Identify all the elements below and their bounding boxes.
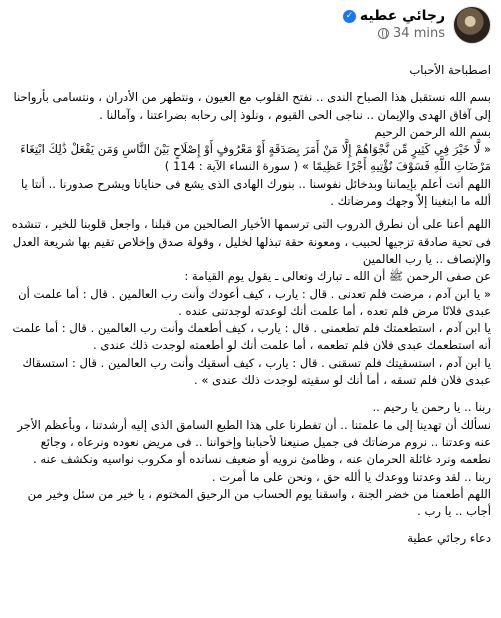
author-name[interactable]: رجائي عطيه — [359, 8, 445, 24]
hadith-part-3: يا ابن آدم ، استسقيتك فلم تسقنى . قال : يارب ، كيف أسقيك وأنت رب العالمين . قال : استسقاك عبدى فلان فلم تسقه ، أما أنك لو سقيته لوجدت ذلك عندى » . — [22, 355, 491, 388]
paragraph-prayer-5: اللهم أطعمنا من خضر الجنة ، واسقنا يوم الحساب من الرحيق المختوم ، يا خير من سئل وخير من أجاب .. يا رب . — [27, 486, 491, 519]
hadith-intro: عن صفى الرحمن ﷺ أن الله ـ تبارك وتعالى ـ يقول يوم القيامة : — [184, 269, 491, 284]
post-title: اصطباحة الأحباب — [409, 63, 491, 77]
post-time-row — [343, 26, 445, 41]
paragraph-prayer-1: اللهم أنت أعلم بإيماننا وبدخائل نفوسنا .. بنورك الهادى الذى يشع فى حنايانا ويشرح صدورنا .. أنتا يا ألله ما ابتغينا إلاّ وجهك ومرضاتك . — [21, 176, 491, 209]
paragraph-prayer-3: نسألك أن تهدينا إلى ما علمتنا .. أن تفطرنا على هذا الطبع السامق الذى إليه أرشدتنا ، وبأعظم الأجر عنه وعدتنا .. نروم مرضاتك فى جميل صنيعنا لأحبابنا وإخواننا .. فى مريض نعوده ونرعاه ، وجائع نطعمه ونرد غائلة الحرمان عنه ، وظامئ نرويه أو ضعيف نسانده أو مكروب نواسيه ونكشف عنه . — [17, 417, 491, 467]
paragraph-prayer-4: ربنا .. لقد وعدتنا ووعدك يا ألله حق ، ونحن على ما أمرت . — [211, 469, 491, 484]
author-avatar[interactable] — [453, 6, 491, 44]
paragraph-prayer-2: اللهم أعنا على أن نطرق الدروب التى ترسمها الأخيار الصالحين من قبلنا ، واجعل قلوبنا للخير ، تنشده فى تحية صادقة تزجيها لحبيب ، ومعونة حقة تبذلها لخليل ، وقولة صدق وإخلاص تقيم بها شريعة العدل والإنصاف .. يا رب العالمين — [11, 217, 491, 266]
hadith-part-1: « يا ابن آدم ، مرضت فلم تعدنى . قال : يارب ، كيف أعودك وأنت رب العالمين . قال : أما علمت أن عبدى فلانًا مرض فلم تعده ، أما علمت أنك لوعدته لوجدتنى عنده . — [18, 286, 491, 318]
globe-icon — [378, 28, 389, 39]
post-time[interactable]: 34 mins — [393, 26, 445, 41]
post-header — [343, 6, 491, 56]
basmala: بسم الله الرحمن الرحيم — [374, 124, 491, 139]
quran-verse: « لَّا خَيْرَ فِي كَثِيرٍ مِّن نَّجْوَاهُمْ إِلَّا مَنْ أَمَرَ بِصَدَقَةٍ أَوْ مَعْرُوفٍ أَوْ إِصْلَاحٍ بَيْنَ النَّاسِ وَمَن يَفْعَلْ ذَٰلِكَ ابْتِغَاءَ مَرْضَاتِ اللَّهِ فَسَوْفَ نُؤْتِيهِ أَجْرًا عَظِيمًا » ( سورة النساء الآية : 114 ) — [20, 142, 491, 174]
post-meta — [343, 8, 445, 41]
paragraph-invocation: ربنا .. يا رحمن يا رحيم .. — [372, 400, 491, 415]
paragraph-intro: بسم الله نستقبل هذا الصباح الندى .. نفتح القلوب مع العيون ، ونتطهر من الأدران ، ونتسامى بأرواحنا إلى آفاق الهدى والإيمان .. نناجى الحى القيوم ، ونلوذ إلى رحابه بضراعتنا ، وآمالنا . — [13, 90, 491, 122]
hadith-part-2: يا ابن آدم ، استطعمتك فلم تطعمنى . قال : يارب ، كيف أطعمك وأنت رب العالمين . قال : أما علمت أنه استطعمك عبدى فلان فلم تطعمه ، أما علمت أنك لو أطعمته لوجدت ذلك عندى . — [12, 321, 491, 353]
author-name-row — [343, 8, 445, 24]
post-body — [8, 62, 491, 548]
check-badge-icon: ✓ — [343, 10, 356, 23]
signature: دعاء رجائي عطية — [407, 531, 491, 546]
